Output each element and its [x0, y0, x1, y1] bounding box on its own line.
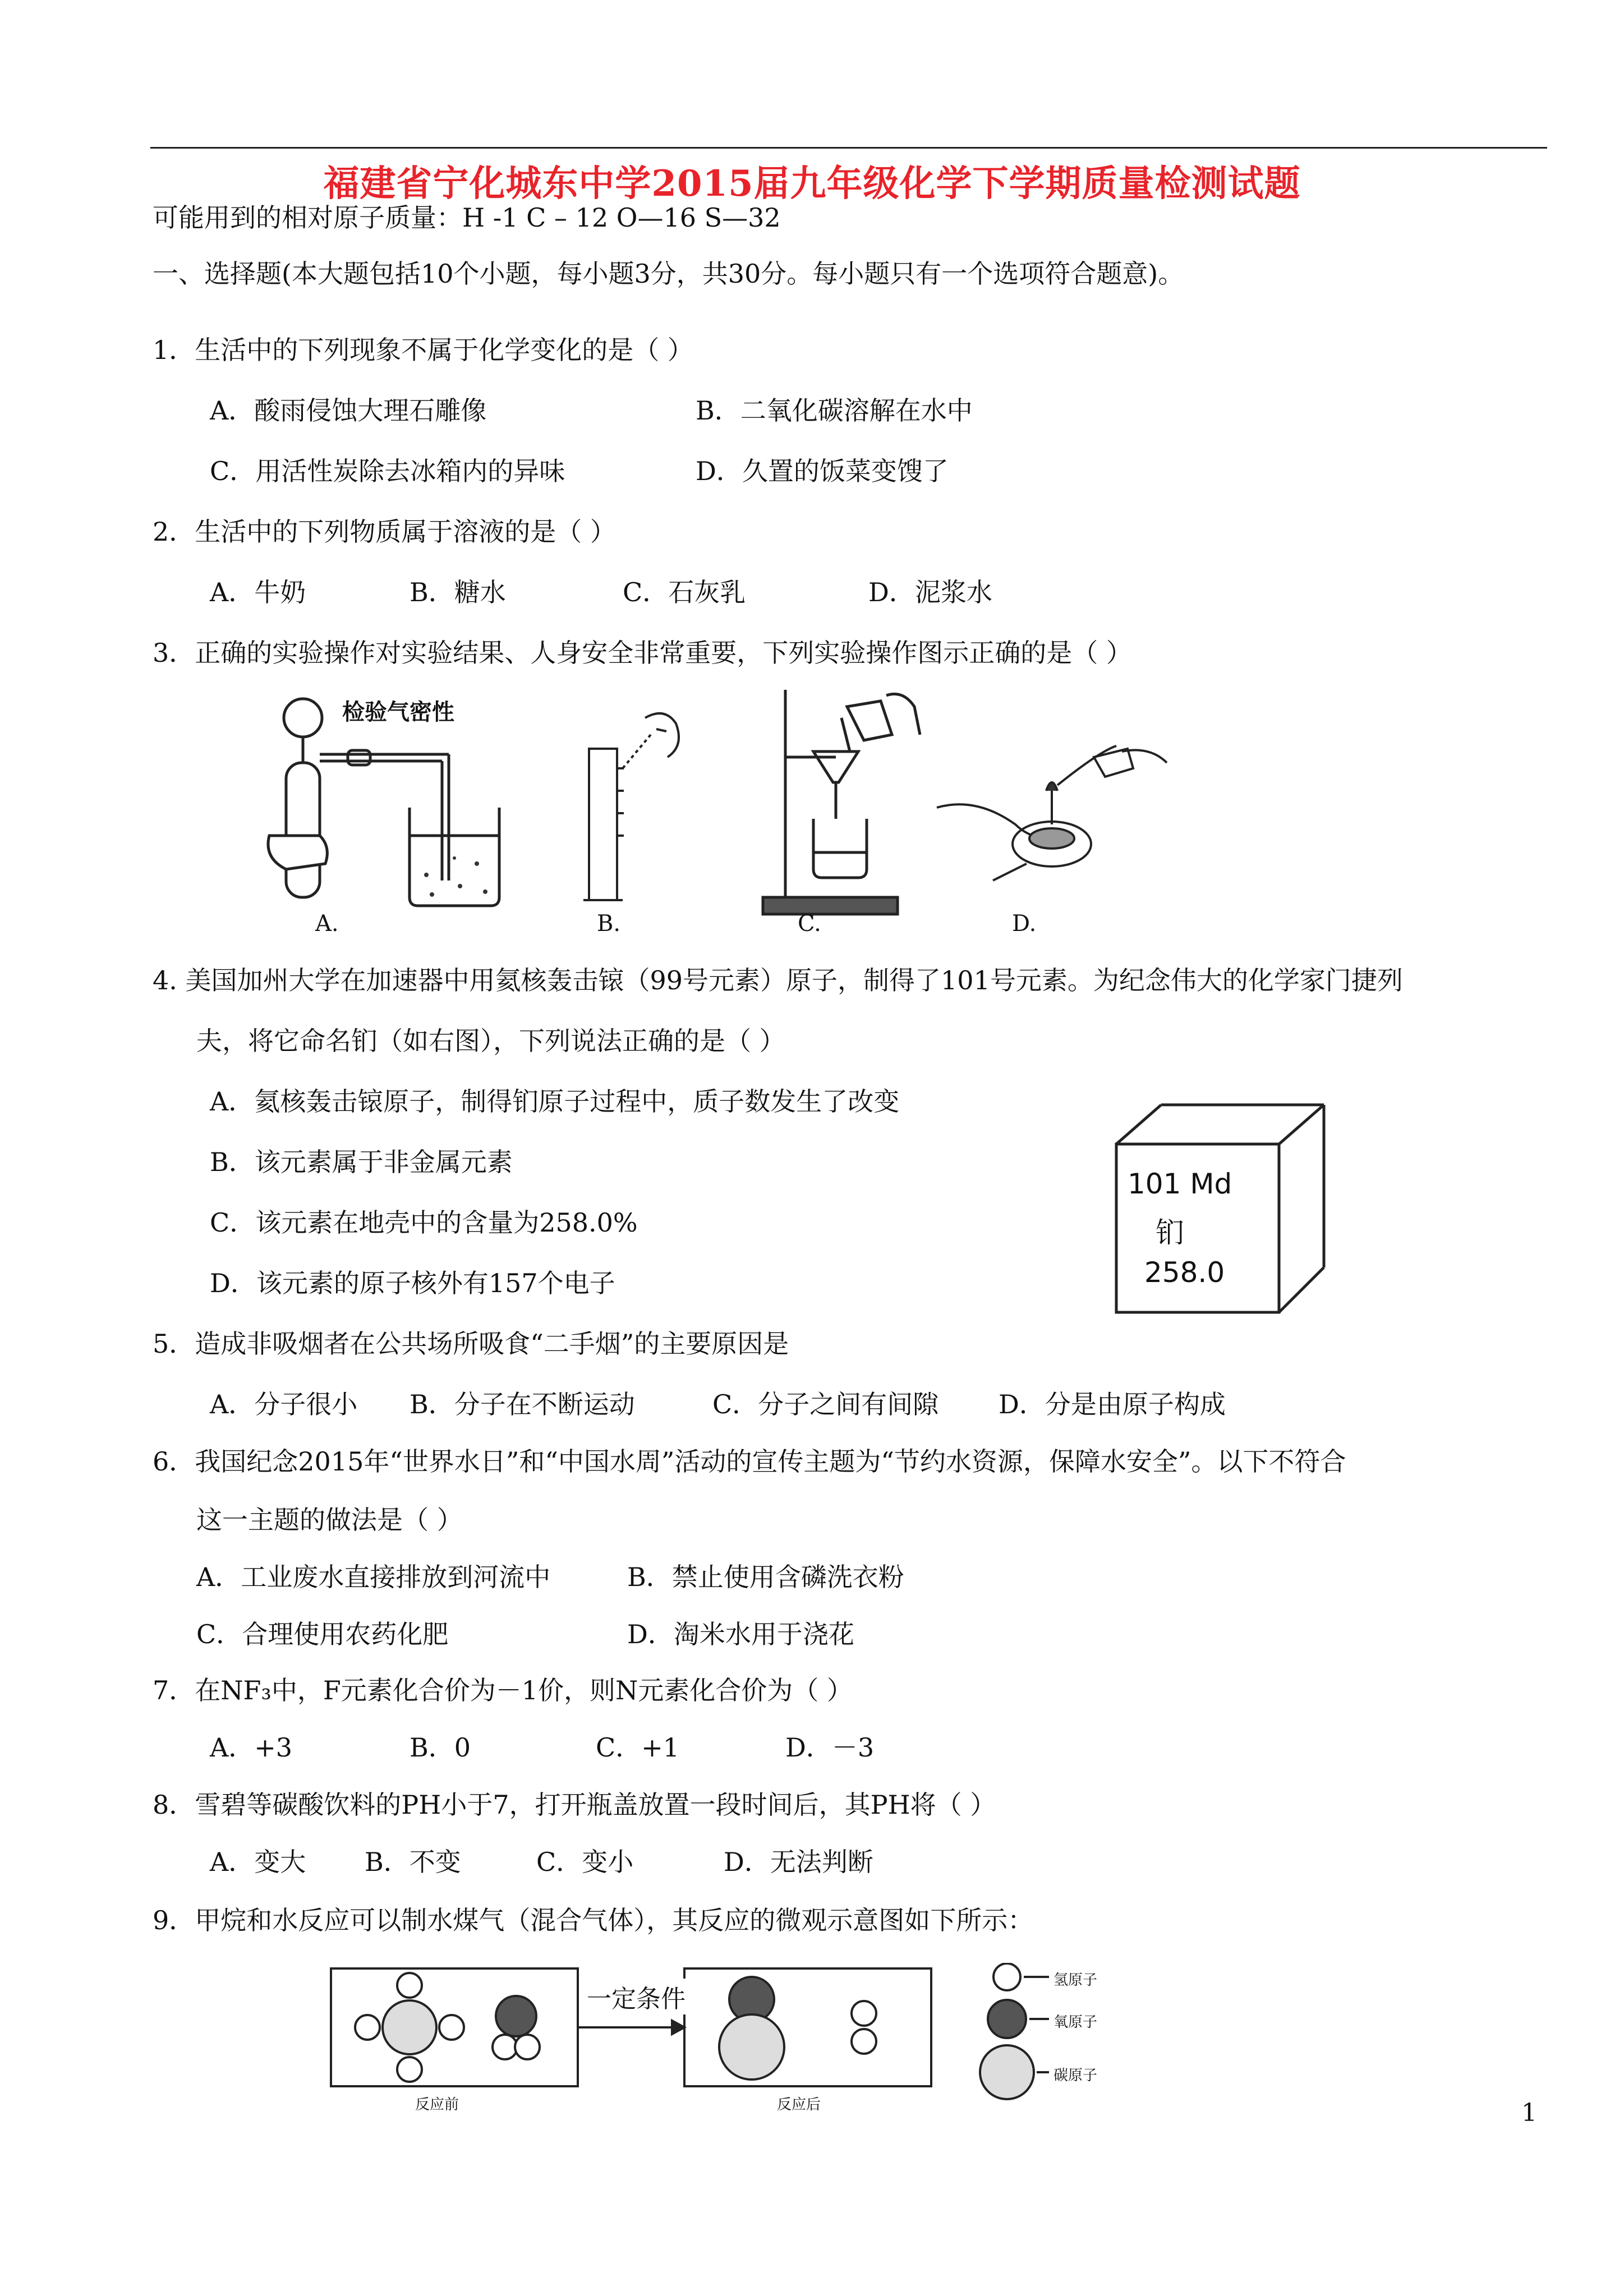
q7-option-a: A．+3 — [210, 1732, 293, 1763]
q4-option-b: B．该元素属于非金属元素 — [210, 1147, 513, 1177]
q1-option-a: A．酸雨侵蚀大理石雕像 — [210, 395, 487, 426]
q6-option-b: B．禁止使用含磷洗衣粉 — [627, 1562, 904, 1592]
q6-option-a: A．工业废水直接排放到河流中 — [196, 1562, 551, 1592]
q9-arrow-label: 一定条件 — [583, 1979, 689, 2014]
q3-label-b: B. — [597, 911, 621, 937]
q4-option-d: D．该元素的原子核外有157个电子 — [210, 1268, 615, 1298]
q6-option-d: D．淘米水用于浇花 — [627, 1619, 854, 1649]
element-name: 钔 — [1156, 1216, 1184, 1249]
q3-figure-cylinder — [572, 695, 696, 909]
exam-title: 福建省宁化城东中学2015届九年级化学下学期质量检测试题 — [323, 163, 1301, 205]
q7-option-d: D．－3 — [785, 1732, 875, 1763]
question-9-stem: 9．甲烷和水反应可以制水煤气（混合气体），其反应的微观示意图如下所示： — [153, 1905, 1034, 1935]
legend-carbon: 碳原子 — [1053, 2067, 1098, 2084]
q5-option-d: D．分是由原子构成 — [999, 1389, 1226, 1419]
q1-option-d: D．久置的饭菜变馊了 — [696, 456, 949, 486]
question-6-stem-line2: 这一主题的做法是（ ） — [196, 1505, 463, 1535]
q5-option-b: B．分子在不断运动 — [410, 1389, 635, 1419]
element-number-symbol: 101 Md — [1128, 1168, 1232, 1200]
q9-after-label: 反应后 — [777, 2096, 821, 2113]
question-8-stem: 8．雪碧等碳酸饮料的PH小于7，打开瓶盖放置一段时间后，其PH将（ ） — [153, 1790, 996, 1820]
q8-option-c: C．变小 — [536, 1847, 634, 1877]
header-rule — [150, 147, 1547, 149]
question-2-stem: 2．生活中的下列物质属于溶液的是（ ） — [153, 517, 616, 547]
q3-label-c: C. — [798, 911, 821, 937]
question-1-stem: 1．生活中的下列现象不属于化学变化的是（ ） — [153, 335, 693, 365]
q9-before-label: 反应前 — [415, 2096, 459, 2113]
question-5-stem: 5．造成非吸烟者在公共场所吸食“二手烟”的主要原因是 — [153, 1329, 789, 1359]
question-4-stem-line2: 夫，将它命名钔（如右图），下列说法正确的是（ ） — [196, 1026, 785, 1056]
q4-option-a: A．氦核轰击锿原子，制得钔原子过程中，质子数发生了改变 — [210, 1086, 900, 1117]
q8-option-a: A．变大 — [210, 1847, 306, 1877]
q7-option-c: C．+1 — [596, 1732, 680, 1763]
q5-option-c: C．分子之间有间隙 — [712, 1389, 939, 1419]
atomic-mass-note: 可能用到的相对原子质量：H -1 C – 12 O—16 S—32 — [153, 202, 781, 233]
q1-option-b: B．二氧化碳溶解在水中 — [696, 395, 973, 426]
q3-label-d: D. — [1012, 911, 1037, 937]
question-6-stem-line1: 6．我国纪念2015年“世界水日”和“中国水周”活动的宣传主题为“节约水资源，保障水安全”。以下不符合 — [153, 1446, 1346, 1477]
q6-option-c: C．合理使用农药化肥 — [196, 1619, 449, 1649]
q2-option-d: D．泥浆水 — [868, 577, 992, 607]
element-mass: 258.0 — [1144, 1256, 1225, 1289]
q3-label-a: A. — [315, 911, 339, 937]
question-4-stem-line1: 4. 美国加州大学在加速器中用氦核轰击锿（99号元素）原子，制得了101号元素。为纪念伟大的化学家门捷列 — [153, 965, 1403, 995]
q2-option-c: C．石灰乳 — [623, 577, 746, 607]
q2-option-b: B．糖水 — [410, 577, 506, 607]
question-7-stem: 7．在NF₃中，F元素化合价为－1价，则N元素化合价为（ ） — [153, 1675, 853, 1705]
q2-option-a: A．牛奶 — [210, 577, 306, 607]
element-card-mendelevium — [1111, 1099, 1346, 1324]
q8-option-d: D．无法判断 — [724, 1847, 873, 1877]
page-number: 1 — [1521, 2099, 1537, 2127]
q3-figure-filtration — [752, 684, 937, 920]
section-heading: 一、选择题(本大题包括10个小题，每小题3分，共30分。每小题只有一个选项符合题意)。 — [153, 259, 1184, 289]
question-3-stem: 3．正确的实验操作对实验结果、人身安全非常重要，下列实验操作图示正确的是（ ） — [153, 638, 1132, 668]
q7-option-b: B．0 — [410, 1732, 471, 1763]
q5-option-a: A．分子很小 — [210, 1389, 358, 1419]
legend-oxygen: 氧原子 — [1053, 2014, 1098, 2031]
q1-option-c: C．用活性炭除去冰箱内的异味 — [210, 456, 565, 486]
q3-figure-alcohol-lamp — [931, 740, 1178, 897]
q4-option-c: C．该元素在地壳中的含量为258.0% — [210, 1207, 638, 1238]
q8-option-b: B．不变 — [365, 1847, 461, 1877]
q3-figure-title: 检验气密性 — [342, 699, 454, 725]
legend-hydrogen: 氢原子 — [1053, 1972, 1098, 1989]
